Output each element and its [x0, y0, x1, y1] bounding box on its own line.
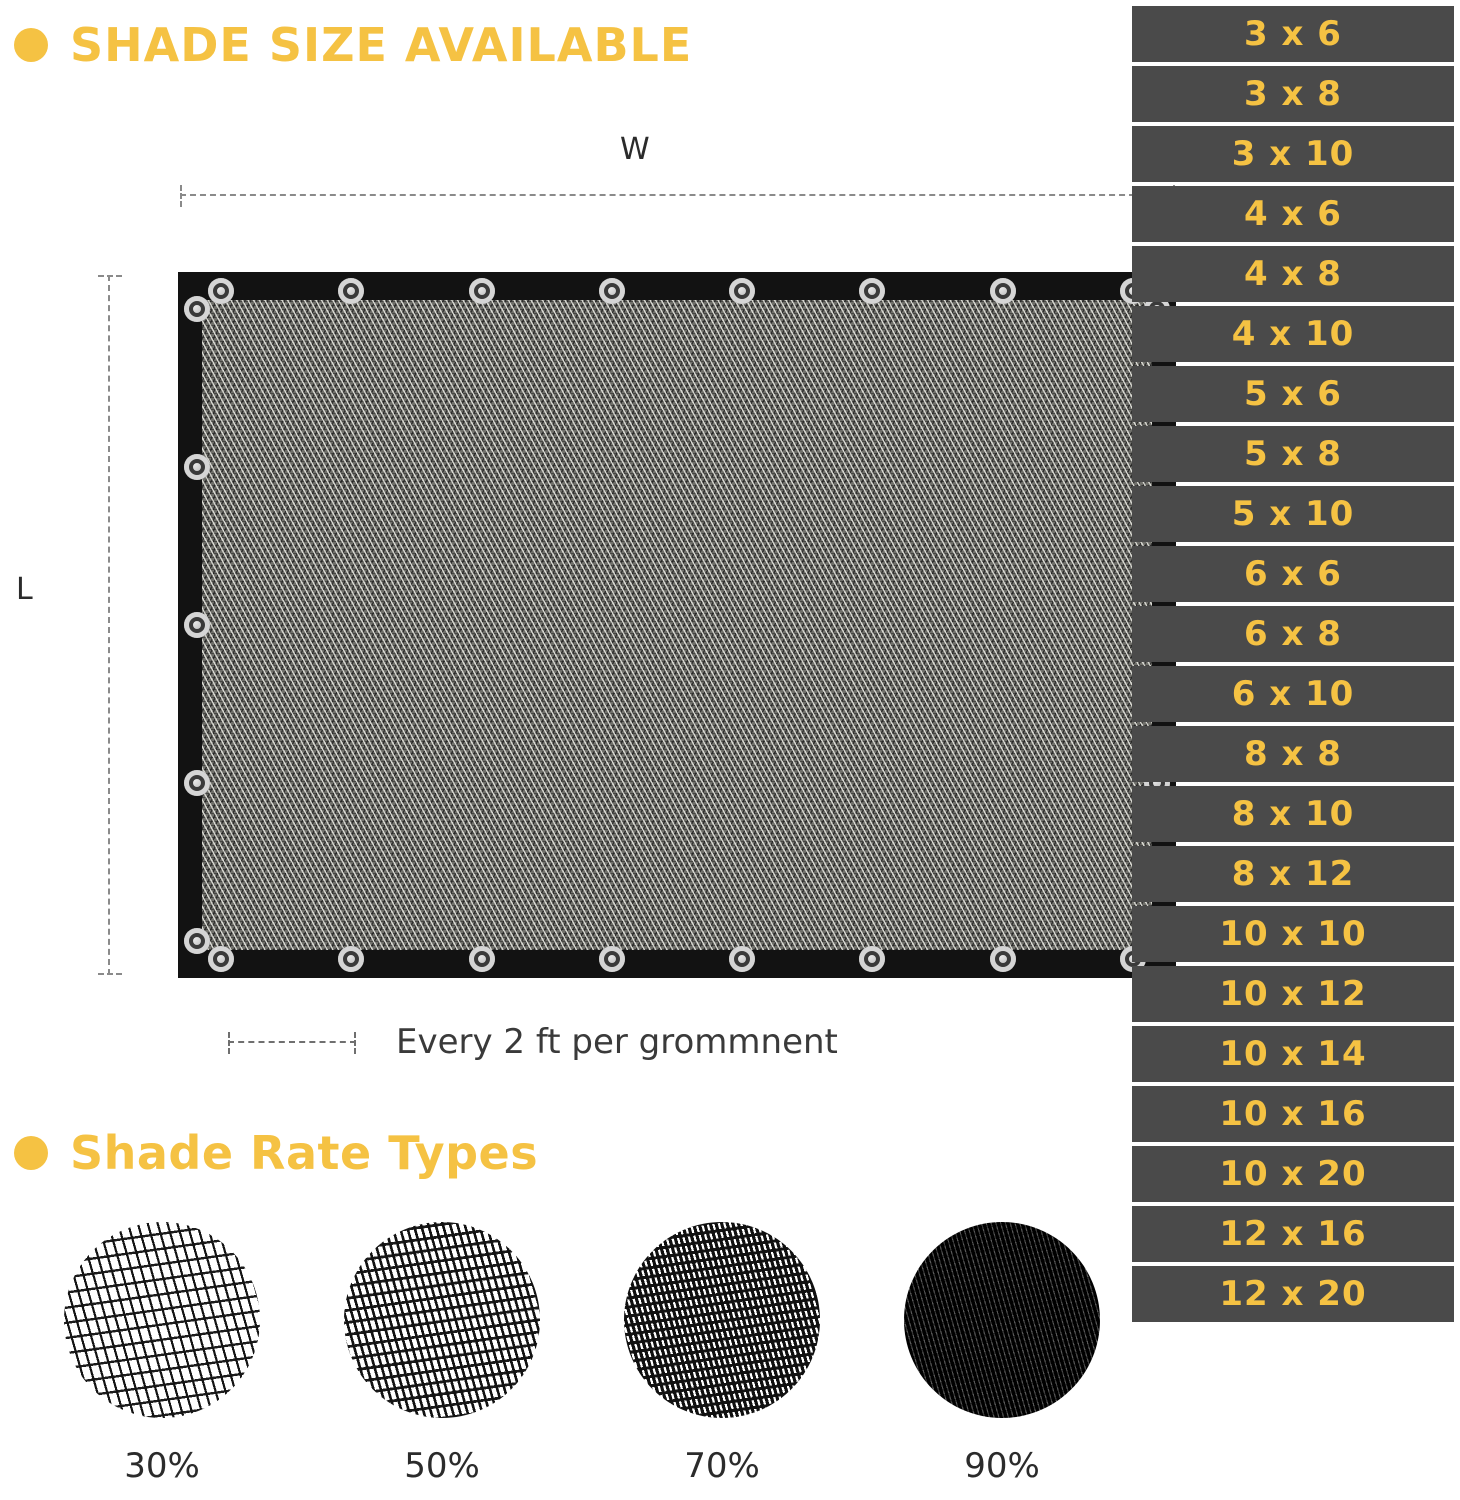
- shade-cloth-panel: [178, 272, 1176, 978]
- grommet-icon: [338, 946, 364, 972]
- size-chip[interactable]: 6 x 10: [1132, 666, 1454, 722]
- grommet-icon: [859, 946, 885, 972]
- bullet-dot-icon: [14, 28, 48, 62]
- size-chip[interactable]: 10 x 20: [1132, 1146, 1454, 1202]
- grommet-icon: [184, 928, 210, 954]
- shade-rate-list: [64, 1222, 1124, 1486]
- shade-rate-item: [64, 1222, 260, 1486]
- size-chip[interactable]: 10 x 12: [1132, 966, 1454, 1022]
- shade-size-heading: [14, 18, 692, 72]
- shade-cloth-mesh: [202, 300, 1152, 950]
- size-chip[interactable]: 12 x 20: [1132, 1266, 1454, 1322]
- grommet-icon: [990, 278, 1016, 304]
- size-chip[interactable]: 5 x 8: [1132, 426, 1454, 482]
- grommet-icon: [184, 612, 210, 638]
- grommet-icon: [469, 946, 495, 972]
- grommet-icon: [469, 278, 495, 304]
- size-chip[interactable]: 8 x 8: [1132, 726, 1454, 782]
- shade-size-heading-text: SHADE SIZE AVAILABLE: [70, 18, 693, 72]
- size-chip[interactable]: 5 x 6: [1132, 366, 1454, 422]
- length-label: L: [16, 572, 33, 607]
- size-chip[interactable]: 10 x 14: [1132, 1026, 1454, 1082]
- grommet-spacing-line: [228, 1041, 356, 1044]
- shade-rate-label: 90%: [964, 1446, 1040, 1486]
- width-label: W: [620, 132, 650, 167]
- size-chip[interactable]: 5 x 10: [1132, 486, 1454, 542]
- size-chip[interactable]: 6 x 6: [1132, 546, 1454, 602]
- size-chip[interactable]: 4 x 8: [1132, 246, 1454, 302]
- size-chip[interactable]: 3 x 6: [1132, 6, 1454, 62]
- available-sizes-list: [1132, 6, 1454, 1322]
- shade-rate-swatch-icon: [904, 1222, 1100, 1418]
- grommet-icon: [729, 946, 755, 972]
- size-chip[interactable]: 3 x 10: [1132, 126, 1454, 182]
- size-chip[interactable]: 6 x 8: [1132, 606, 1454, 662]
- grommet-icon: [599, 278, 625, 304]
- grommet-spacing-caption: [228, 1022, 838, 1062]
- size-chip[interactable]: 4 x 6: [1132, 186, 1454, 242]
- grommet-spacing-text: Every 2 ft per grommnent: [396, 1022, 838, 1062]
- grommet-icon: [184, 770, 210, 796]
- size-chip[interactable]: 12 x 16: [1132, 1206, 1454, 1262]
- grommet-icon: [729, 278, 755, 304]
- grommet-icon: [599, 946, 625, 972]
- size-chip[interactable]: 10 x 16: [1132, 1086, 1454, 1142]
- grommet-icon: [208, 278, 234, 304]
- shade-rate-label: 70%: [684, 1446, 760, 1486]
- grommet-icon: [990, 946, 1016, 972]
- shade-rate-item: [904, 1222, 1100, 1486]
- length-dimension-line: [108, 275, 111, 975]
- bullet-dot-icon: [14, 1136, 48, 1170]
- shade-rate-swatch-icon: [344, 1222, 540, 1418]
- shade-rate-swatch-icon: [64, 1222, 260, 1418]
- shade-rate-swatch-icon: [624, 1222, 820, 1418]
- shade-rate-heading: [14, 1126, 538, 1180]
- shade-rate-item: [344, 1222, 540, 1486]
- size-chip[interactable]: 10 x 10: [1132, 906, 1454, 962]
- shade-rate-label: 30%: [124, 1446, 200, 1486]
- shade-rate-item: [624, 1222, 820, 1486]
- shade-dimension-diagram: [0, 100, 1260, 1100]
- grommet-icon: [184, 296, 210, 322]
- width-dimension-line: [180, 194, 1175, 197]
- grommet-icon: [184, 454, 210, 480]
- size-chip[interactable]: 3 x 8: [1132, 66, 1454, 122]
- size-chip[interactable]: 8 x 12: [1132, 846, 1454, 902]
- size-chip[interactable]: 4 x 10: [1132, 306, 1454, 362]
- shade-rate-label: 50%: [404, 1446, 480, 1486]
- size-chip[interactable]: 8 x 10: [1132, 786, 1454, 842]
- grommet-icon: [208, 946, 234, 972]
- shade-rate-heading-text: Shade Rate Types: [70, 1126, 539, 1180]
